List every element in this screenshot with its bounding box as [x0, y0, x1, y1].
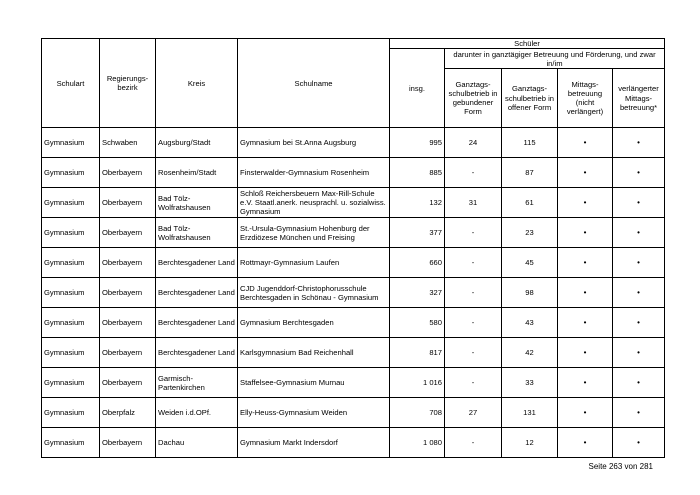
cell-schulart: Gymnasium	[42, 158, 100, 188]
cell-offen: 115	[502, 128, 558, 158]
cell-schulname: CJD Jugenddorf-Christophorusschule Berchtesgaden in Schönau - Gymnasium	[238, 278, 390, 308]
cell-gebunden: -	[445, 368, 502, 398]
cell-mittag: •	[558, 398, 613, 428]
cell-verlaengert: •	[613, 188, 665, 218]
cell-gebunden: 31	[445, 188, 502, 218]
header-schulname: Schulname	[238, 39, 390, 128]
cell-gebunden: -	[445, 218, 502, 248]
cell-kreis: Berchtesgadener Land	[156, 308, 238, 338]
cell-mittag: •	[558, 278, 613, 308]
cell-verlaengert: •	[613, 398, 665, 428]
cell-offen: 33	[502, 368, 558, 398]
table-row	[42, 428, 665, 458]
cell-bezirk: Oberbayern	[100, 248, 156, 278]
table-row	[42, 188, 665, 218]
cell-verlaengert: •	[613, 368, 665, 398]
cell-insg: 132	[390, 188, 445, 218]
cell-bezirk: Oberbayern	[100, 188, 156, 218]
cell-schulname: Gymnasium bei St.Anna Augsburg	[238, 128, 390, 158]
cell-schulart: Gymnasium	[42, 398, 100, 428]
cell-offen: 98	[502, 278, 558, 308]
cell-gebunden: -	[445, 428, 502, 458]
table-row	[42, 278, 665, 308]
header-kreis: Kreis	[156, 39, 238, 128]
cell-insg: 377	[390, 218, 445, 248]
cell-bezirk: Oberbayern	[100, 428, 156, 458]
cell-schulname: Elly-Heuss-Gymnasium Weiden	[238, 398, 390, 428]
cell-mittag: •	[558, 128, 613, 158]
cell-kreis: Bad Tölz-Wolfratshausen	[156, 188, 238, 218]
table-row	[42, 308, 665, 338]
cell-schulart: Gymnasium	[42, 308, 100, 338]
school-table	[41, 38, 665, 458]
cell-offen: 12	[502, 428, 558, 458]
cell-verlaengert: •	[613, 428, 665, 458]
cell-schulart: Gymnasium	[42, 338, 100, 368]
header-insg: insg.	[390, 49, 445, 128]
cell-schulname: Staffelsee-Gymnasium Murnau	[238, 368, 390, 398]
cell-verlaengert: •	[613, 308, 665, 338]
cell-offen: 61	[502, 188, 558, 218]
header-regierungsbezirk: Regierungs-bezirk	[100, 39, 156, 128]
header-darunter: darunter in ganztägiger Betreuung und Förderung, und zwar in/im	[445, 49, 665, 69]
cell-gebunden: -	[445, 248, 502, 278]
cell-kreis: Berchtesgadener Land	[156, 278, 238, 308]
cell-mittag: •	[558, 338, 613, 368]
cell-schulname: Schloß Reichersbeuern Max-Rill-Schule e.V. Staatl.anerk. neusprachl. u. sozialwiss. Gymnasium	[238, 188, 390, 218]
cell-schulname: St.-Ursula-Gymnasium Hohenburg der Erzdiözese München und Freising	[238, 218, 390, 248]
cell-mittag: •	[558, 428, 613, 458]
cell-schulart: Gymnasium	[42, 428, 100, 458]
cell-kreis: Dachau	[156, 428, 238, 458]
cell-schulname: Karlsgymnasium Bad Reichenhall	[238, 338, 390, 368]
cell-bezirk: Oberbayern	[100, 368, 156, 398]
cell-offen: 45	[502, 248, 558, 278]
cell-kreis: Berchtesgadener Land	[156, 338, 238, 368]
cell-offen: 23	[502, 218, 558, 248]
table-row	[42, 248, 665, 278]
cell-kreis: Augsburg/Stadt	[156, 128, 238, 158]
cell-schulart: Gymnasium	[42, 128, 100, 158]
header-verlaengert: verlängerter Mittags-betreuung*	[613, 69, 665, 128]
cell-bezirk: Schwaben	[100, 128, 156, 158]
header-mittag: Mittags-betreuung (nicht verlängert)	[558, 69, 613, 128]
cell-offen: 42	[502, 338, 558, 368]
header-schulart: Schulart	[42, 39, 100, 128]
cell-mittag: •	[558, 308, 613, 338]
cell-mittag: •	[558, 188, 613, 218]
cell-schulname: Finsterwalder-Gymnasium Rosenheim	[238, 158, 390, 188]
cell-verlaengert: •	[613, 278, 665, 308]
cell-schulname: Gymnasium Berchtesgaden	[238, 308, 390, 338]
cell-kreis: Berchtesgadener Land	[156, 248, 238, 278]
cell-mittag: •	[558, 218, 613, 248]
cell-verlaengert: •	[613, 218, 665, 248]
cell-insg: 817	[390, 338, 445, 368]
cell-gebunden: -	[445, 278, 502, 308]
cell-kreis: Rosenheim/Stadt	[156, 158, 238, 188]
cell-mittag: •	[558, 158, 613, 188]
cell-verlaengert: •	[613, 158, 665, 188]
cell-verlaengert: •	[613, 338, 665, 368]
cell-kreis: Bad Tölz-Wolfratshausen	[156, 218, 238, 248]
cell-insg: 708	[390, 398, 445, 428]
cell-mittag: •	[558, 368, 613, 398]
cell-bezirk: Oberbayern	[100, 218, 156, 248]
cell-insg: 580	[390, 308, 445, 338]
cell-gebunden: -	[445, 338, 502, 368]
table-row	[42, 338, 665, 368]
cell-schulart: Gymnasium	[42, 368, 100, 398]
cell-gebunden: 27	[445, 398, 502, 428]
cell-verlaengert: •	[613, 248, 665, 278]
page-number: Seite 263 von 281	[588, 462, 653, 471]
cell-gebunden: 24	[445, 128, 502, 158]
cell-insg: 995	[390, 128, 445, 158]
cell-schulart: Gymnasium	[42, 218, 100, 248]
cell-insg: 1 016	[390, 368, 445, 398]
cell-verlaengert: •	[613, 128, 665, 158]
table-row	[42, 218, 665, 248]
cell-schulart: Gymnasium	[42, 248, 100, 278]
cell-schulart: Gymnasium	[42, 188, 100, 218]
table-row	[42, 128, 665, 158]
cell-offen: 131	[502, 398, 558, 428]
cell-offen: 87	[502, 158, 558, 188]
cell-mittag: •	[558, 248, 613, 278]
cell-insg: 1 080	[390, 428, 445, 458]
cell-offen: 43	[502, 308, 558, 338]
cell-gebunden: -	[445, 308, 502, 338]
cell-schulname: Rottmayr-Gymnasium Laufen	[238, 248, 390, 278]
cell-bezirk: Oberpfalz	[100, 398, 156, 428]
header-gebunden: Ganztags-schulbetrieb in gebundener Form	[445, 69, 502, 128]
cell-kreis: Weiden i.d.OPf.	[156, 398, 238, 428]
header-offen: Ganztags-schulbetrieb in offener Form	[502, 69, 558, 128]
cell-kreis: Garmisch-Partenkirchen	[156, 368, 238, 398]
cell-insg: 660	[390, 248, 445, 278]
table-row	[42, 398, 665, 428]
cell-schulart: Gymnasium	[42, 278, 100, 308]
cell-bezirk: Oberbayern	[100, 158, 156, 188]
cell-bezirk: Oberbayern	[100, 308, 156, 338]
cell-gebunden: -	[445, 158, 502, 188]
cell-insg: 885	[390, 158, 445, 188]
table-row	[42, 368, 665, 398]
cell-insg: 327	[390, 278, 445, 308]
cell-bezirk: Oberbayern	[100, 278, 156, 308]
header-schueler: Schüler	[390, 39, 665, 49]
cell-bezirk: Oberbayern	[100, 338, 156, 368]
cell-schulname: Gymnasium Markt Indersdorf	[238, 428, 390, 458]
table-row	[42, 158, 665, 188]
